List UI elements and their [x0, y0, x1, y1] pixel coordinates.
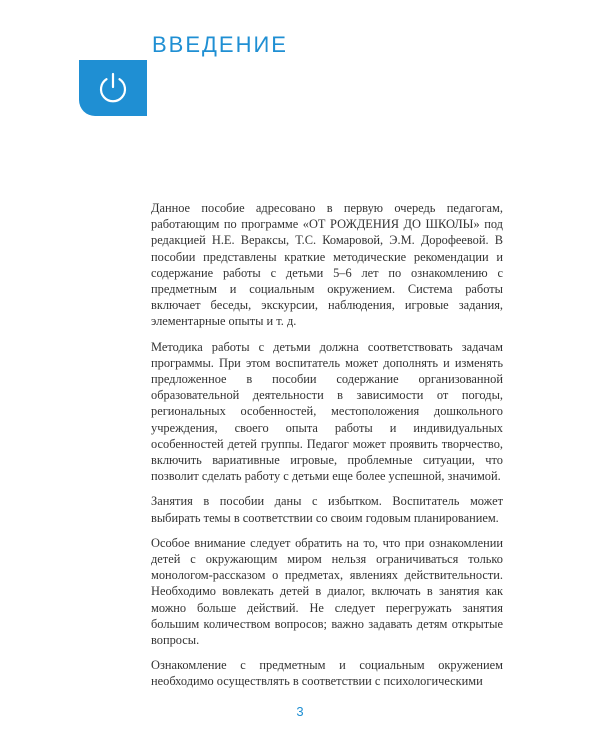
chapter-badge	[79, 60, 147, 116]
paragraph: Методика работы с детьми должна соответствовать задачам программы. При этом воспитатель может дополнять и изменять предложенное в пособии содержание организованной образовательной деятельности в зависимости от погоды, региональных особенностей, местоположения дошкольного учреждения, своего опыта работы и индивидуальных особенностей детей группы. Педагог может проявить творчество, включить вариативные игровые, проблемные ситуации, что позволит сделать работу с детьми еще более успешной, значимой.	[151, 339, 503, 484]
page-title: ВВЕДЕНИЕ	[152, 32, 288, 57]
paragraph: Ознакомление с предметным и социальным окружением необходимо осуществлять в соответствии с психологическими	[151, 658, 503, 689]
paragraph: Особое внимание следует обратить на то, что при ознакомлении детей с окружающим миром нельзя ограничиваться только монологом-рассказом о предметах, явлениях действительности. Необходимо вовлекать детей в диалог, включать в занятия как можно больше действий. Не следует перегружать занятия большим количеством вопросов; важно задавать детям открытые вопросы.	[151, 535, 503, 648]
page-number: 3	[296, 704, 304, 719]
paragraph: Занятия в пособии даны с избытком. Воспитатель может выбирать темы в соответствии со своим годовым планированием.	[151, 494, 503, 525]
body-text	[151, 200, 503, 699]
paragraph: Данное пособие адресовано в первую очередь педагогам, работающим по программе «ОТ РОЖДЕНИЯ ДО ШКОЛЫ» под редакцией Н.Е. Веракcы, Т.С. Комаровой, Э.М. Дорофеевой. В пособии представлены краткие методические рекомендации и содержание работы с детьми 5–6 лет по ознакомлению с предметным и социальным окружением. Система работы включает беседы, экскурсии, наблюдения, игровые задания, элементарные опыты и т. д.	[151, 201, 503, 329]
power-icon	[97, 70, 129, 106]
